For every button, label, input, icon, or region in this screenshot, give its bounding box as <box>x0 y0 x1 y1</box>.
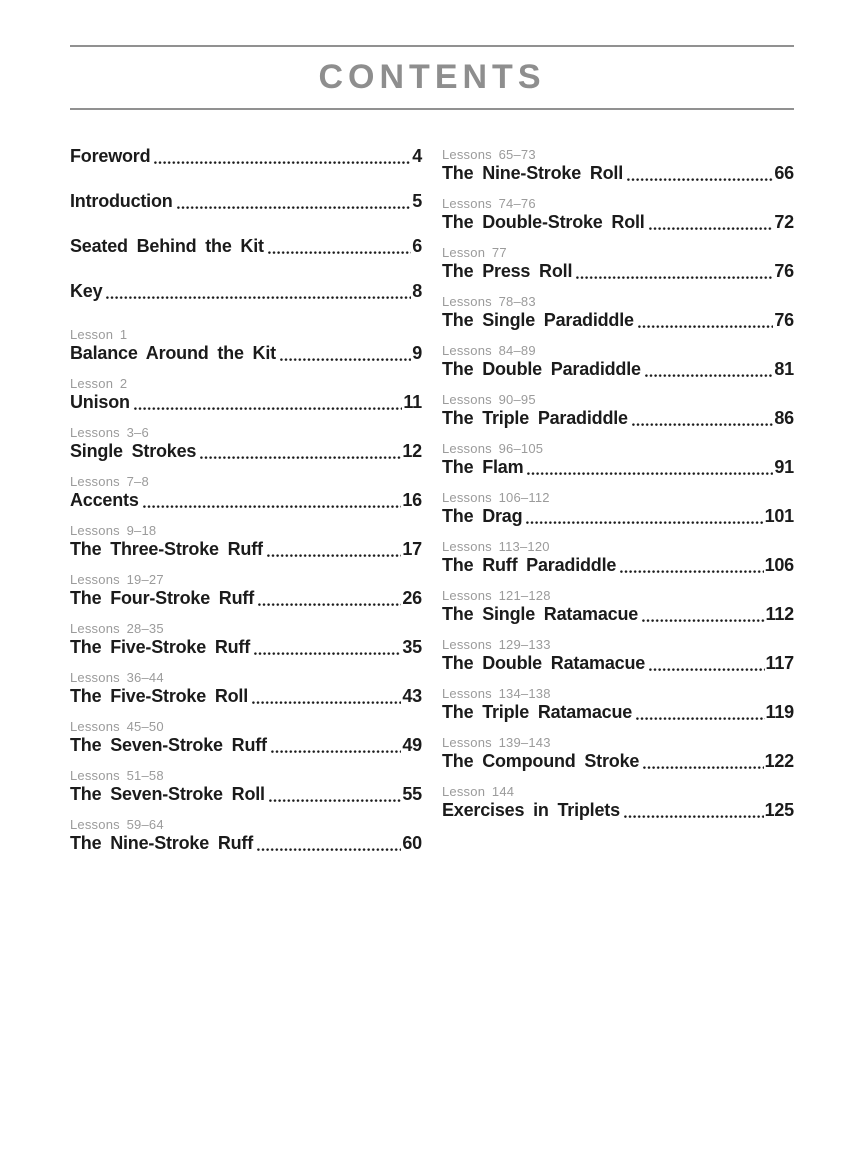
toc-entry-title: The Seven-Stroke Roll <box>70 784 265 804</box>
toc-page-number: 81 <box>774 359 794 379</box>
toc-columns <box>70 147 794 866</box>
toc-entry <box>70 719 422 755</box>
toc-entry-line <box>70 192 422 211</box>
toc-page-number: 6 <box>412 236 422 256</box>
toc-page-number: 101 <box>764 506 794 526</box>
toc-entry-line <box>442 213 794 232</box>
toc-entry-line <box>442 458 794 477</box>
contents-header <box>70 45 794 110</box>
toc-entry <box>442 147 794 183</box>
lesson-range-label: Lessons 113–120 <box>442 539 550 554</box>
dot-leader <box>627 177 773 182</box>
lesson-range-label: Lessons 78–83 <box>442 294 536 309</box>
toc-entry-line <box>442 801 794 820</box>
dot-leader <box>280 357 411 362</box>
lesson-range-label: Lessons 65–73 <box>442 147 536 162</box>
toc-entry-title: The Triple Paradiddle <box>442 408 628 428</box>
toc-page-number: 122 <box>764 751 794 771</box>
toc-entry-title: The Press Roll <box>442 261 573 281</box>
toc-entry-line <box>70 736 422 755</box>
toc-page-number: 76 <box>774 261 794 281</box>
toc-entry <box>70 327 422 363</box>
toc-entry-line <box>442 507 794 526</box>
toc-entry <box>442 196 794 232</box>
dot-leader <box>643 765 763 770</box>
toc-page-number: 5 <box>412 191 422 211</box>
toc-entry-line <box>70 344 422 363</box>
toc-entry <box>70 192 422 211</box>
lesson-range-label: Lesson 2 <box>70 376 128 391</box>
dot-leader <box>154 160 411 165</box>
toc-entry-line <box>70 147 422 166</box>
page-title: CONTENTS <box>318 58 546 96</box>
dot-leader <box>636 716 764 721</box>
toc-entry <box>70 237 422 256</box>
lesson-range-label: Lessons 36–44 <box>70 670 164 685</box>
lesson-range-label: Lessons 7–8 <box>70 474 149 489</box>
toc-entry <box>70 376 422 412</box>
toc-entry-line <box>442 409 794 428</box>
toc-entry-line <box>442 262 794 281</box>
toc-entry <box>442 637 794 673</box>
toc-page-number: 17 <box>402 539 422 559</box>
toc-entry-title: The Ruff Paradiddle <box>442 555 617 575</box>
toc-entry-line <box>70 237 422 256</box>
dot-leader <box>527 471 773 476</box>
toc-entry-title: The Three-Stroke Ruff <box>70 539 263 559</box>
dot-leader <box>177 205 412 210</box>
dot-leader <box>645 373 774 378</box>
toc-entry-title: Exercises in Triplets <box>442 800 620 820</box>
toc-page-number: 112 <box>765 604 794 624</box>
toc-entry-title: Introduction <box>70 191 173 211</box>
toc-page-number: 9 <box>412 343 422 363</box>
lesson-range-label: Lessons 59–64 <box>70 817 164 832</box>
lesson-range-label: Lessons 3–6 <box>70 425 149 440</box>
dot-leader <box>624 814 764 819</box>
toc-entry <box>442 686 794 722</box>
toc-page-number: 72 <box>774 212 794 232</box>
lesson-range-label: Lesson 1 <box>70 327 128 342</box>
dot-leader <box>271 749 402 754</box>
lesson-range-label: Lessons 28–35 <box>70 621 164 636</box>
toc-entry <box>70 670 422 706</box>
toc-entry-line <box>442 556 794 575</box>
toc-entry <box>70 425 422 461</box>
toc-entry-title: The Flam <box>442 457 524 477</box>
toc-entry <box>442 343 794 379</box>
toc-page-number: 91 <box>774 457 794 477</box>
toc-entry <box>442 245 794 281</box>
toc-entry <box>442 392 794 428</box>
dot-leader <box>200 455 401 460</box>
dot-leader <box>106 295 411 300</box>
toc-page-number: 125 <box>764 800 794 820</box>
toc-entry-line <box>70 282 422 301</box>
lesson-range-label: Lessons 96–105 <box>442 441 544 456</box>
toc-entry-title: The Single Ratamacue <box>442 604 639 624</box>
lesson-range-label: Lesson 77 <box>442 245 507 260</box>
toc-entry-title: The Drag <box>442 506 523 526</box>
toc-entry <box>442 539 794 575</box>
dot-leader <box>642 618 764 623</box>
toc-entry-line <box>70 442 422 461</box>
toc-page-number: 60 <box>402 833 422 853</box>
toc-entry-title: The Four-Stroke Ruff <box>70 588 254 608</box>
dot-leader <box>649 226 774 231</box>
toc-page-number: 86 <box>774 408 794 428</box>
toc-page-number: 12 <box>402 441 422 461</box>
dot-leader <box>134 406 403 411</box>
toc-page-number: 8 <box>412 281 422 301</box>
toc-entry-line <box>70 834 422 853</box>
toc-page-number: 66 <box>774 163 794 183</box>
toc-entry <box>70 474 422 510</box>
toc-entry-title: The Double Ratamacue <box>442 653 646 673</box>
dot-leader <box>143 504 402 509</box>
toc-entry-title: Single Strokes <box>70 441 197 461</box>
toc-entry <box>70 572 422 608</box>
toc-page-number: 35 <box>402 637 422 657</box>
toc-page-number: 117 <box>765 653 794 673</box>
dot-leader <box>649 667 765 672</box>
toc-entry-title: Seated Behind the Kit <box>70 236 264 256</box>
toc-entry-line <box>442 311 794 330</box>
lesson-range-label: Lessons 19–27 <box>70 572 164 587</box>
toc-entry-title: The Five-Stroke Roll <box>70 686 249 706</box>
toc-entry-title: The Single Paradiddle <box>442 310 634 330</box>
toc-entry <box>70 147 422 166</box>
dot-leader <box>267 553 402 558</box>
lesson-range-label: Lessons 9–18 <box>70 523 157 538</box>
toc-entry-title: Balance Around the Kit <box>70 343 276 363</box>
dot-leader <box>269 798 402 803</box>
dot-leader <box>526 520 763 525</box>
toc-page-number: 106 <box>764 555 794 575</box>
toc-entry-line <box>70 638 422 657</box>
toc-entry-line <box>442 752 794 771</box>
toc-entry-line <box>70 785 422 804</box>
toc-entry-title: Accents <box>70 490 139 510</box>
lesson-range-label: Lessons 84–89 <box>442 343 536 358</box>
lesson-range-label: Lessons 106–112 <box>442 490 550 505</box>
toc-entry-title: The Double-Stroke Roll <box>442 212 645 232</box>
lesson-range-label: Lessons 74–76 <box>442 196 536 211</box>
dot-leader <box>254 651 401 656</box>
toc-entry-title: Unison <box>70 392 130 412</box>
toc-entry-title: Foreword <box>70 146 151 166</box>
toc-entry-line <box>442 605 794 624</box>
toc-entry-line <box>70 491 422 510</box>
lesson-range-label: Lesson 144 <box>442 784 515 799</box>
toc-entry <box>70 282 422 301</box>
lesson-range-label: Lessons 139–143 <box>442 735 551 750</box>
toc-page-number: 119 <box>765 702 794 722</box>
toc-entry <box>70 621 422 657</box>
toc-page-number: 49 <box>402 735 422 755</box>
lesson-range-label: Lessons 129–133 <box>442 637 551 652</box>
dot-leader <box>268 250 411 255</box>
toc-entry <box>442 490 794 526</box>
toc-entry <box>442 588 794 624</box>
toc-page-number: 11 <box>403 392 422 412</box>
dot-leader <box>632 422 774 427</box>
toc-page-number: 26 <box>402 588 422 608</box>
toc-entry <box>442 735 794 771</box>
dot-leader <box>258 602 401 607</box>
toc-entry-line <box>442 654 794 673</box>
toc-page-number: 16 <box>402 490 422 510</box>
toc-page-number: 4 <box>412 146 422 166</box>
dot-leader <box>252 700 401 705</box>
toc-page-number: 55 <box>402 784 422 804</box>
dot-leader <box>638 324 774 329</box>
toc-entry <box>442 784 794 820</box>
toc-page-number: 43 <box>402 686 422 706</box>
lesson-range-label: Lessons 51–58 <box>70 768 164 783</box>
toc-column-left <box>70 147 422 866</box>
lesson-range-label: Lessons 90–95 <box>442 392 536 407</box>
toc-entry <box>442 294 794 330</box>
dot-leader <box>576 275 773 280</box>
toc-entry-title: The Nine-Stroke Ruff <box>70 833 254 853</box>
toc-entry-title: The Five-Stroke Ruff <box>70 637 251 657</box>
toc-entry-line <box>442 164 794 183</box>
toc-entry-title: The Double Paradiddle <box>442 359 641 379</box>
lesson-range-label: Lessons 45–50 <box>70 719 164 734</box>
toc-entry-line <box>70 589 422 608</box>
toc-entry-line <box>70 687 422 706</box>
toc-entry-line <box>442 703 794 722</box>
toc-entry-line <box>70 540 422 559</box>
dot-leader <box>620 569 763 574</box>
toc-entry-line <box>442 360 794 379</box>
lesson-range-label: Lessons 134–138 <box>442 686 551 701</box>
toc-entry <box>70 523 422 559</box>
toc-entry <box>70 768 422 804</box>
lesson-range-label: Lessons 121–128 <box>442 588 551 603</box>
toc-entry-title: The Triple Ratamacue <box>442 702 633 722</box>
toc-entry-title: The Seven-Stroke Ruff <box>70 735 267 755</box>
toc-page-number: 76 <box>774 310 794 330</box>
toc-entry-title: Key <box>70 281 103 301</box>
toc-entry <box>70 817 422 853</box>
dot-leader <box>257 847 401 852</box>
toc-entry-line <box>70 393 422 412</box>
toc-entry-title: The Compound Stroke <box>442 751 640 771</box>
toc-entry-title: The Nine-Stroke Roll <box>442 163 624 183</box>
toc-entry <box>442 441 794 477</box>
toc-column-right <box>442 147 794 866</box>
